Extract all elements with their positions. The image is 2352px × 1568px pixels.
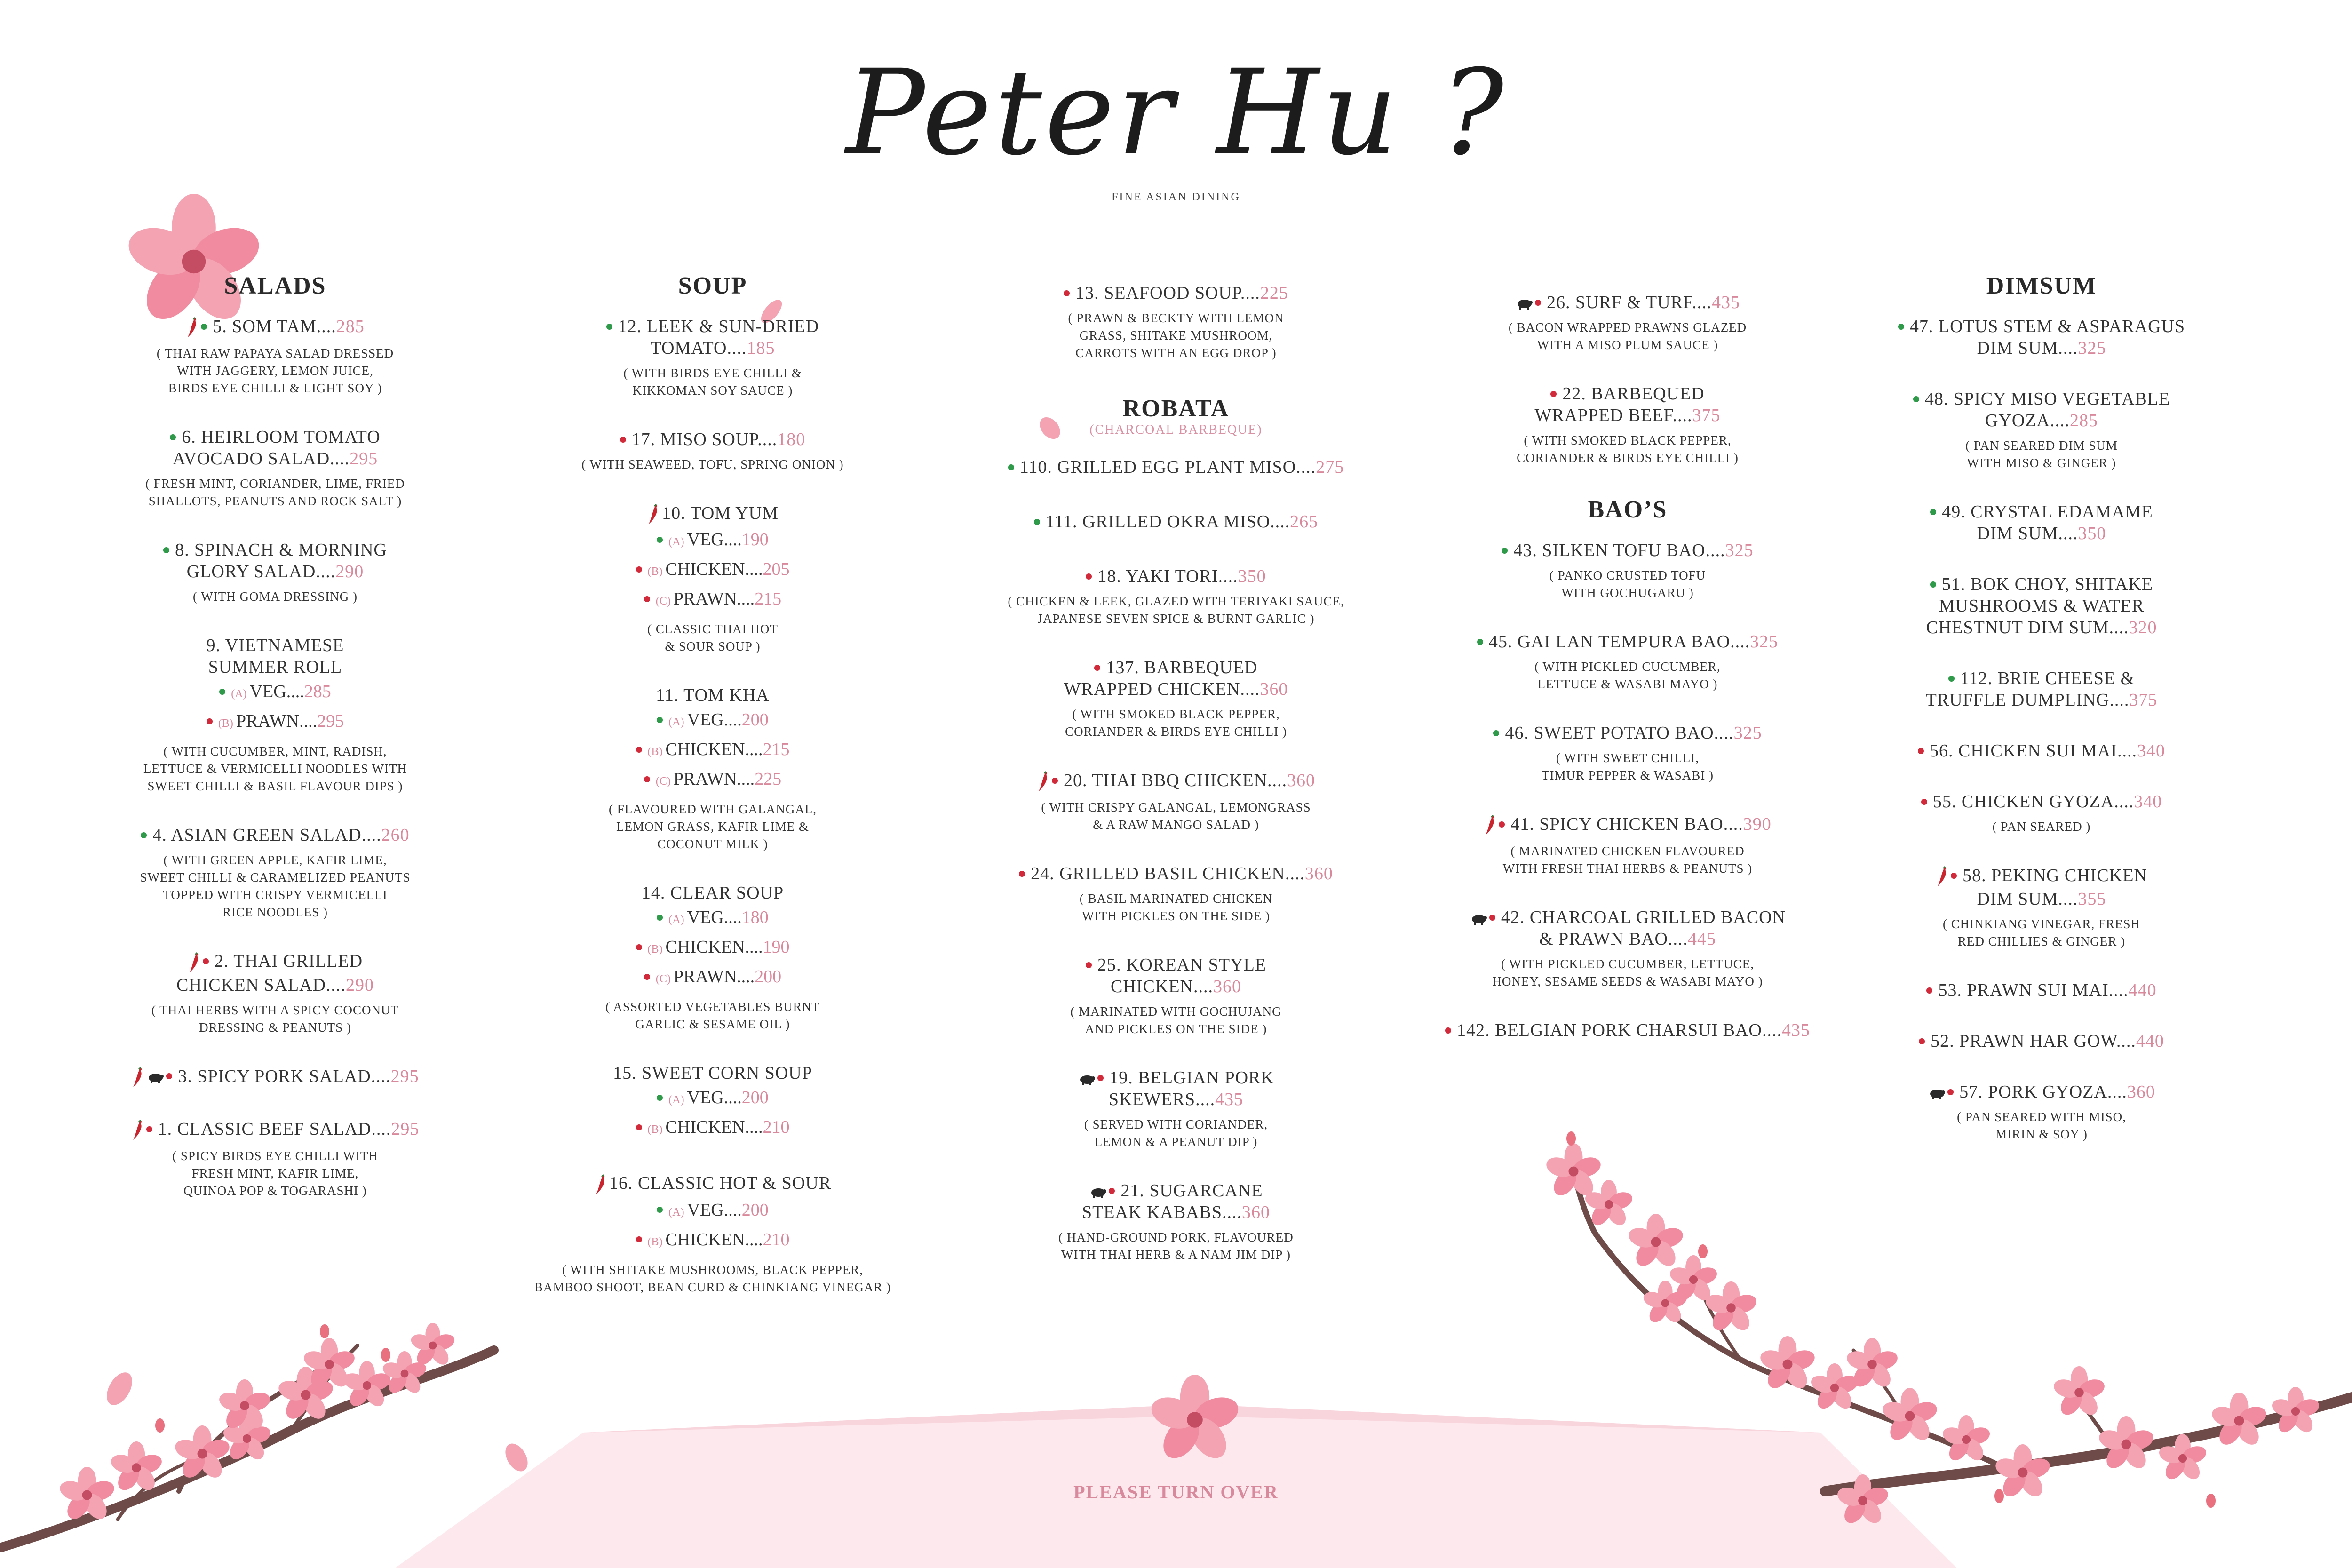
menu-item: 4. ASIAN GREEN SALAD....260 ( WITH GREEN APPLE, KAFIR LIME, SWEET CHILLI & CARAMELIZED PEANUTS TOPPED WITH CRISPY VERMICELLI RICE NOODLES ) bbox=[140, 825, 411, 920]
menu-item: 24. GRILLED BASIL CHICKEN....360 ( BASIL MARINATED CHICKEN WITH PICKLES ON THE SIDE ) bbox=[974, 863, 1378, 925]
menu-item: 3. SPICY PORK SALAD....295 bbox=[73, 1066, 477, 1089]
menu-item: 142. BELGIAN PORK CHARSUI BAO....435 bbox=[1425, 1019, 1830, 1041]
nonveg-marker-icon bbox=[207, 718, 213, 724]
menu-item: 5. SOM TAM....285 ( THAI RAW PAPAYA SALAD DRESSED WITH JAGGERY, LEMON JUICE, BIRDS EYE CHILLI & LIGHT SOY ) bbox=[156, 317, 394, 396]
veg-marker-icon bbox=[1930, 509, 1936, 515]
menu-item: 51. BOK CHOY, SHITAKE MUSHROOMS & WATER CHESTNUT DIM SUM....320 bbox=[1926, 574, 2157, 637]
menu-item: 13. SEAFOOD SOUP....225 ( PRAWN & BECKTY WITH LEMON GRASS, SHITAKE MUSHROOM, CARROTS WITH AN EGG DROP ) bbox=[974, 282, 1378, 362]
nonveg-marker-icon bbox=[166, 1073, 172, 1079]
veg-marker-icon bbox=[1930, 581, 1936, 588]
section-title-robata: ROBATA bbox=[1122, 395, 1230, 422]
menu-item: 16. CLASSIC HOT & SOUR (A) VEG....200 (B) CHICKEN....210 ( WITH SHITAKE MUSHROOMS, BLACK PEPPER, BAMBOO SHOOT, BEAN CURD & CHINKIANG VINEGAR ) bbox=[534, 1173, 891, 1294]
menu-item: 42. CHARCOAL GRILLED BACON & PRAWN BAO....445 ( WITH PICKLED CUCUMBER, LETTUCE, HONEY, SESAME SEEDS & WASABI MAYO ) bbox=[1425, 907, 1830, 990]
menu-item: 2. THAI GRILLED CHICKEN SALAD....290 ( THAI HERBS WITH A SPICY COCONUT DRESSING & PEANUTS ) bbox=[151, 951, 399, 1035]
menu-item: 6. HEIRLOOM TOMATO AVOCADO SALAD....295 ( FRESH MINT, CORIANDER, LIME, FRIED SHALLOTS, PEANUTS AND ROCK SALT ) bbox=[145, 427, 405, 509]
nonveg-marker-icon bbox=[1550, 391, 1557, 397]
veg-marker-icon bbox=[219, 689, 225, 695]
pork-icon bbox=[1089, 1186, 1107, 1199]
pork-icon bbox=[146, 1072, 164, 1084]
menu-item: 12. LEEK & SUN-DRIED TOMATO....185 ( WITH BIRDS EYE CHILLI & KIKKOMAN SOY SAUCE ) bbox=[510, 316, 915, 399]
menu-item: 14. CLEAR SOUP (A) VEG....180 (B) CHICKEN....190 (C) PRAWN....200 ( ASSORTED VEGETABLES BURNT GARLIC & SESAME OIL ) bbox=[605, 883, 820, 1032]
veg-marker-icon bbox=[1898, 324, 1904, 330]
veg-marker-icon bbox=[170, 434, 176, 440]
menu-item: 15. SWEET CORN SOUP (A) VEG....200 (B) CHICKEN....210 bbox=[613, 1063, 812, 1138]
menu-item: 25. KOREAN STYLE CHICKEN....360 ( MARINATED WITH GOCHUJANG AND PICKLES ON THE SIDE ) bbox=[1070, 955, 1282, 1036]
pork-icon bbox=[1470, 913, 1487, 925]
pork-icon bbox=[1515, 298, 1533, 310]
menu-item: 26. SURF & TURF....435 ( BACON WRAPPED PRAWNS GLAZED WITH A MISO PLUM SAUCE ) bbox=[1508, 293, 1747, 352]
menu-item: 18. YAKI TORI....350 ( CHICKEN & LEEK, GLAZED WITH TERIYAKI SAUCE, JAPANESE SEVEN SPICE & BURNT GARLIC ) bbox=[1008, 566, 1344, 626]
chili-icon bbox=[1936, 866, 1949, 888]
veg-marker-icon bbox=[657, 1207, 663, 1213]
veg-marker-icon bbox=[1913, 396, 1919, 402]
veg-marker-icon bbox=[606, 324, 612, 330]
menu-item: 11. TOM KHA (A) VEG....200 (B) CHICKEN....215 (C) PRAWN....225 ( FLAVOURED WITH GALANGAL, LEMON GRASS, KAFIR LIME & COCONUT MILK ) bbox=[609, 685, 817, 852]
column-dimsum bbox=[1839, 263, 2244, 1172]
nonveg-marker-icon bbox=[1489, 915, 1495, 921]
menu-item: 47. LOTUS STEM & ASPARAGUS DIM SUM....325 bbox=[1839, 316, 2244, 359]
nonveg-marker-icon bbox=[636, 1236, 642, 1242]
veg-marker-icon bbox=[1477, 639, 1483, 645]
nonveg-marker-icon bbox=[1926, 987, 1932, 994]
menu-item: 112. BRIE CHEESE & TRUFFLE DUMPLING....375 bbox=[1925, 669, 2158, 710]
nonveg-marker-icon bbox=[1445, 1027, 1451, 1034]
nonveg-marker-icon bbox=[1535, 300, 1541, 306]
nonveg-marker-icon bbox=[644, 776, 650, 782]
menu-item: 43. SILKEN TOFU BAO....325 ( PANKO CRUSTED TOFU WITH GOCHUGARU ) bbox=[1425, 540, 1830, 602]
nonveg-marker-icon bbox=[1052, 778, 1058, 784]
menu-item: 17. MISO SOUP....180 ( WITH SEAWEED, TOFU, SPRING ONION ) bbox=[581, 430, 844, 471]
chili-icon bbox=[594, 1174, 607, 1196]
nonveg-marker-icon bbox=[1919, 1038, 1925, 1044]
column-soup bbox=[510, 263, 915, 1325]
section-title-salads: SALADS bbox=[224, 272, 326, 299]
column-bao bbox=[1425, 292, 1830, 1070]
chili-icon bbox=[1037, 771, 1050, 793]
menu-item: 56. CHICKEN SUI MAI....340 bbox=[1839, 740, 2244, 762]
column-robata bbox=[974, 282, 1378, 1293]
nonveg-marker-icon bbox=[1947, 1089, 1954, 1095]
menu-item: 48. SPICY MISO VEGETABLE GYOZA....285 ( PAN SEARED DIM SUM WITH MISO & GINGER ) bbox=[1839, 388, 2244, 472]
menu-item: 49. CRYSTAL EDAMAME DIM SUM....350 bbox=[1839, 501, 2244, 544]
nonveg-marker-icon bbox=[636, 1124, 642, 1130]
menu-item: 21. SUGARCANE STEAK KABABS....360 ( HAND-GROUND PORK, FLAVOURED WITH THAI HERB & A NAM JIM DIP ) bbox=[1058, 1181, 1294, 1262]
menu-item: 53. PRAWN SUI MAI....440 bbox=[1839, 979, 2244, 1001]
menu-item: 55. CHICKEN GYOZA....340 ( PAN SEARED ) bbox=[1839, 791, 2244, 836]
nonveg-marker-icon bbox=[636, 747, 642, 753]
veg-marker-icon bbox=[1008, 464, 1014, 470]
menu-item: 137. BARBEQUED WRAPPED CHICKEN....360 ( WITH SMOKED BLACK PEPPER, CORIANDER & BIRDS EYE CHILLI ) bbox=[1064, 658, 1288, 739]
menu-item: 22. BARBEQUED WRAPPED BEEF....375 ( WITH SMOKED BLACK PEPPER, CORIANDER & BIRDS EYE CHILLI ) bbox=[1517, 384, 1739, 465]
section-title-dimsum: DIMSUM bbox=[1986, 272, 2097, 299]
nonveg-marker-icon bbox=[620, 437, 626, 443]
menu-item: 111. GRILLED OKRA MISO....265 bbox=[974, 511, 1378, 533]
veg-marker-icon bbox=[657, 537, 663, 543]
menu-item: 19. BELGIAN PORK SKEWERS....435 ( SERVED WITH CORIANDER, LEMON & A PEANUT DIP ) bbox=[974, 1067, 1378, 1151]
nonveg-marker-icon bbox=[1064, 290, 1070, 296]
veg-marker-icon bbox=[657, 1095, 663, 1101]
chili-icon bbox=[186, 317, 199, 339]
column-salads bbox=[73, 263, 477, 1229]
nonveg-marker-icon bbox=[1097, 1075, 1104, 1081]
chili-icon bbox=[647, 503, 660, 526]
chili-icon bbox=[1484, 814, 1497, 837]
menu-item: 52. PRAWN HAR GOW....440 bbox=[1839, 1030, 2244, 1052]
nonveg-marker-icon bbox=[203, 958, 209, 964]
nonveg-marker-icon bbox=[644, 596, 650, 602]
veg-marker-icon bbox=[1948, 676, 1955, 682]
menu-item: 110. GRILLED EGG PLANT MISO....275 bbox=[974, 456, 1378, 478]
veg-marker-icon bbox=[1034, 519, 1040, 525]
section-title-bao: BAO’S bbox=[1588, 496, 1668, 523]
brand-header bbox=[0, 38, 2352, 204]
menu-item: 10. TOM YUM (A) VEG....190 (B) CHICKEN....205 (C) PRAWN....215 ( CLASSIC THAI HOT & SOUR SOUP ) bbox=[510, 502, 915, 655]
nonveg-marker-icon bbox=[146, 1126, 152, 1132]
nonveg-marker-icon bbox=[1951, 873, 1957, 879]
chili-icon bbox=[188, 952, 201, 974]
veg-marker-icon bbox=[141, 832, 147, 838]
please-turn-over-note: PLEASE TURN OVER bbox=[1073, 1481, 1279, 1503]
pork-icon bbox=[1928, 1088, 1946, 1100]
veg-marker-icon bbox=[657, 915, 663, 921]
menu-item: 46. SWEET POTATO BAO....325 ( WITH SWEET CHILLI, TIMUR PEPPER & WASABI ) bbox=[1425, 722, 1830, 784]
nonveg-marker-icon bbox=[644, 974, 650, 980]
veg-marker-icon bbox=[1493, 730, 1499, 736]
petal-icon bbox=[501, 1440, 532, 1475]
veg-marker-icon bbox=[1502, 548, 1508, 554]
veg-marker-icon bbox=[163, 547, 169, 553]
section-title-soup: SOUP bbox=[678, 272, 747, 299]
menu-item: 41. SPICY CHICKEN BAO....390 ( MARINATED CHICKEN FLAVOURED WITH FRESH THAI HERBS & PEANUTS ) bbox=[1425, 813, 1830, 877]
nonveg-marker-icon bbox=[1921, 799, 1927, 805]
nonveg-marker-icon bbox=[636, 566, 642, 573]
nonveg-marker-icon bbox=[1918, 748, 1924, 754]
chili-icon bbox=[131, 1119, 144, 1142]
menu-item: 8. SPINACH & MORNING GLORY SALAD....290 ( WITH GOMA DRESSING ) bbox=[73, 539, 477, 605]
nonveg-marker-icon bbox=[1019, 871, 1025, 877]
petal-icon bbox=[102, 1368, 137, 1409]
nonveg-marker-icon bbox=[1499, 821, 1505, 828]
logo: Peter Hu ? bbox=[845, 44, 1507, 181]
tagline: FINE ASIAN DINING bbox=[1112, 191, 1240, 203]
nonveg-marker-icon bbox=[1094, 665, 1100, 671]
veg-marker-icon bbox=[201, 324, 207, 330]
chili-icon bbox=[131, 1067, 144, 1089]
menu-item: 57. PORK GYOZA....360 ( PAN SEARED WITH MISO, MIRIN & SOY ) bbox=[1839, 1081, 2244, 1143]
menu-item: 45. GAI LAN TEMPURA BAO....325 ( WITH PICKLED CUCUMBER, LETTUCE & WASABI MAYO ) bbox=[1425, 631, 1830, 693]
nonveg-marker-icon bbox=[1086, 573, 1092, 580]
veg-marker-icon bbox=[657, 717, 663, 723]
menu-item: 9. VIETNAMESE SUMMER ROLL (A) VEG....285 (B) PRAWN....295 ( WITH CUCUMBER, MINT, RADISH, LETTUCE & VERMICELLI NOODLES WITH SWEET CHILLI & BASIL FLAVOUR DIPS ) bbox=[143, 636, 407, 794]
nonveg-marker-icon bbox=[1109, 1188, 1115, 1194]
section-subtitle-robata: (CHARCOAL BARBEQUE) bbox=[1089, 422, 1263, 437]
menu-item: 20. THAI BBQ CHICKEN....360 ( WITH CRISPY GALANGAL, LEMONGRASS & A RAW MANGO SALAD ) bbox=[974, 770, 1378, 834]
nonveg-marker-icon bbox=[1086, 962, 1092, 968]
menu-item: 58. PEKING CHICKEN DIM SUM....355 ( CHINKIANG VINEGAR, FRESH RED CHILLIES & GINGER ) bbox=[1839, 865, 2244, 950]
nonveg-marker-icon bbox=[636, 944, 642, 950]
pork-icon bbox=[1078, 1074, 1096, 1086]
menu-item: 1. CLASSIC BEEF SALAD....295 ( SPICY BIRDS EYE CHILLI WITH FRESH MINT, KAFIR LIME, QUINOA POP & TOGARASHI ) bbox=[73, 1118, 477, 1200]
